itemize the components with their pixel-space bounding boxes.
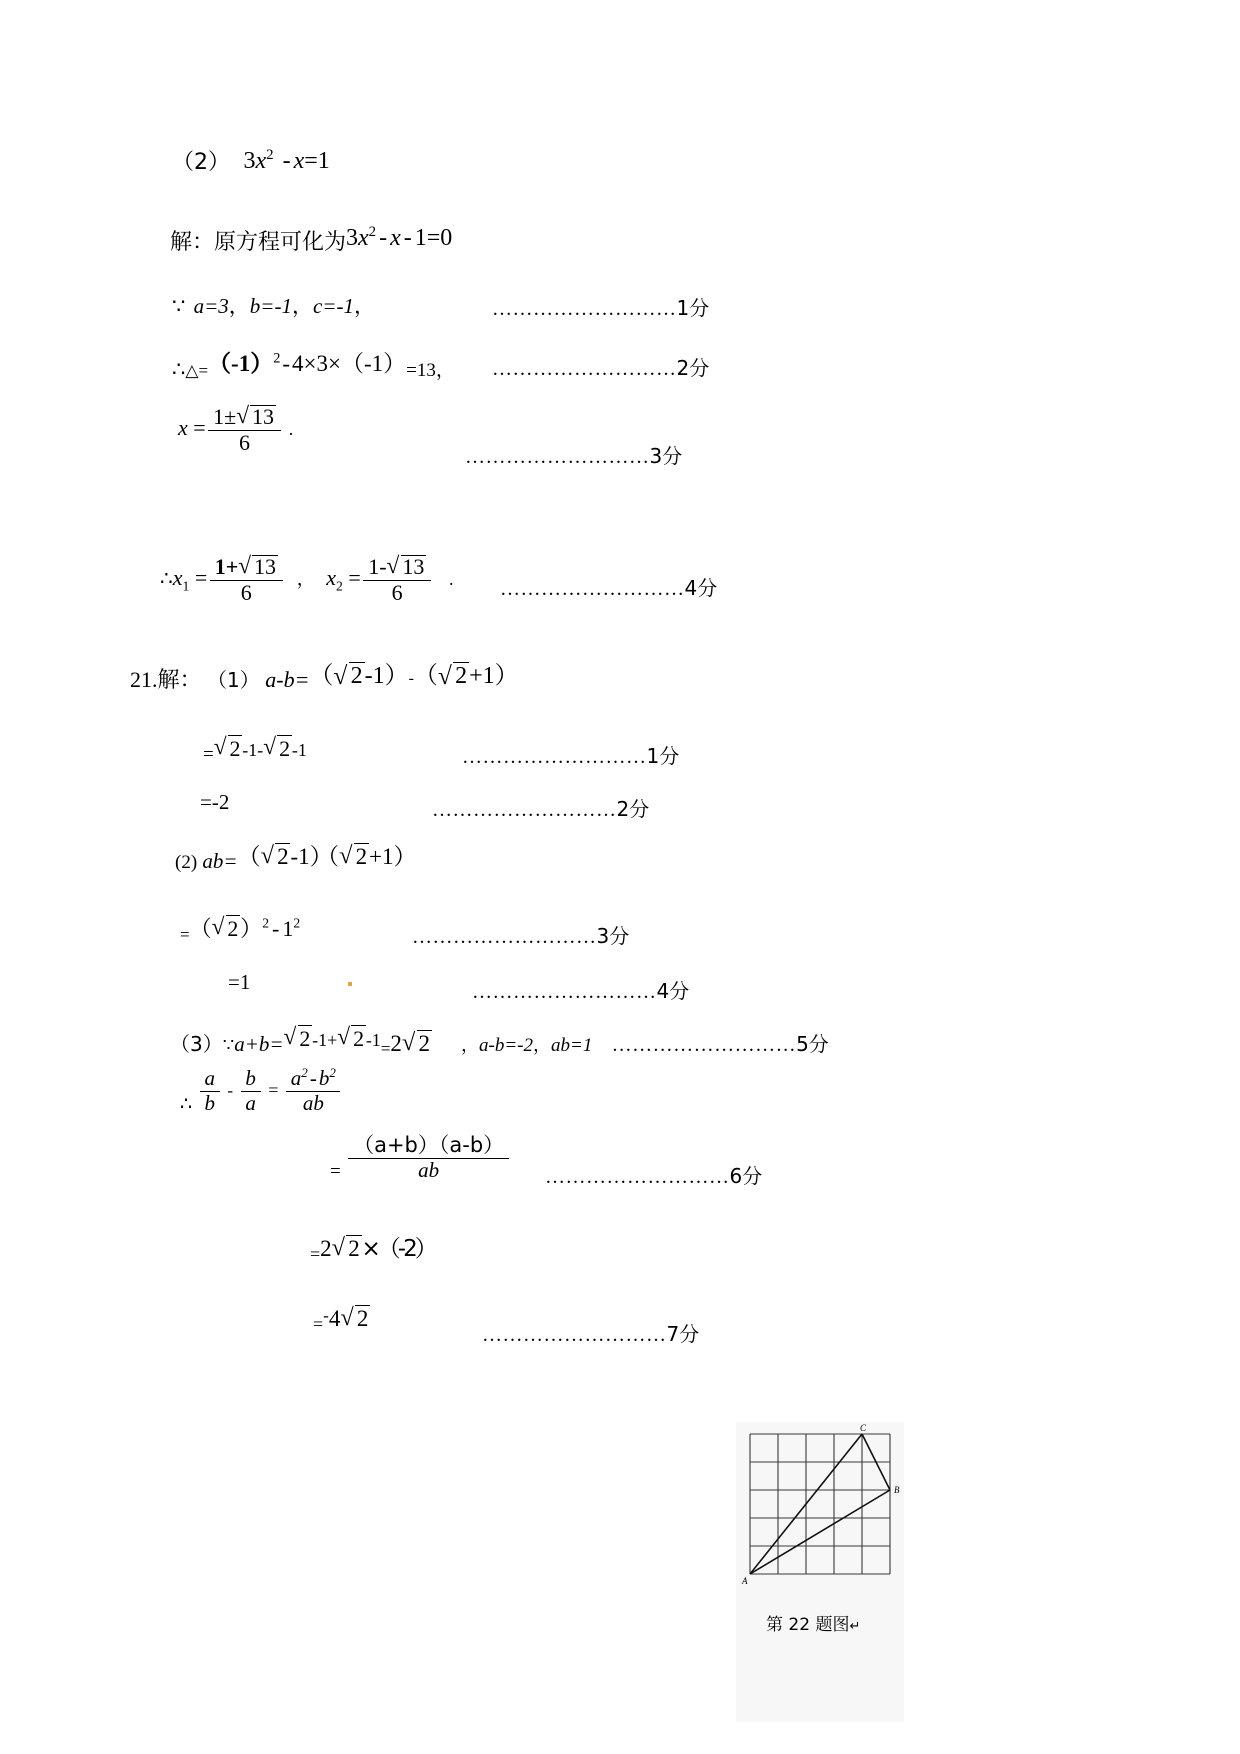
root-1-num-prefix: 1+ — [214, 554, 239, 579]
leader-dots: ……………………… — [545, 1166, 730, 1188]
leader-dots: ……………………… — [465, 446, 650, 468]
part-3-lhs: a+b= — [234, 1032, 284, 1056]
score-value: 4分 — [656, 979, 690, 1003]
f4-numerator: （a+b）（a-b） — [353, 1133, 505, 1157]
f4-denominator: ab — [348, 1158, 508, 1182]
normalized-equation — [346, 225, 452, 252]
roots-comma: ， — [296, 568, 315, 590]
p3l4-coef: 2 — [320, 1236, 332, 1261]
part3-line3-row — [330, 1135, 511, 1183]
sqrt-icon — [263, 735, 292, 762]
p3-comma-2: ， — [533, 1035, 551, 1056]
figure-caption-text: 第 22 题图 — [766, 1615, 850, 1635]
score-value: 7分 — [666, 1322, 700, 1346]
root-1-numerator — [210, 555, 283, 580]
p3-equals: = — [380, 1039, 391, 1058]
triangle-abc — [750, 1434, 890, 1574]
sqrt-icon — [212, 915, 241, 942]
p2l2-close: ） — [240, 917, 263, 942]
p1-minus-1: -1 — [364, 663, 385, 689]
p1l2-expression — [214, 735, 307, 762]
score-value: 3分 — [649, 444, 683, 468]
p3-tail: -1 — [365, 1030, 381, 1050]
f3-minus: - — [309, 1066, 317, 1090]
disc-result: =13 — [406, 360, 436, 381]
leader-dots: ……………………… — [492, 298, 677, 320]
roots-row — [160, 555, 454, 605]
leader-dots: ……………………… — [611, 1034, 797, 1056]
p3l3-equals: = — [330, 1161, 341, 1183]
p2l2-expression — [190, 912, 301, 943]
sqrt-icon — [261, 843, 291, 870]
leader-dots: ……………………… — [462, 746, 647, 768]
p3-result-coef: 2 — [390, 1031, 402, 1056]
p1l2-radicand-2: 2 — [279, 736, 291, 761]
root-2-denominator: 6 — [363, 580, 431, 605]
f3-numerator — [286, 1065, 340, 1091]
norm-term: x — [390, 225, 401, 251]
root-period: . — [288, 418, 294, 439]
p3l4-equals: = — [310, 1244, 321, 1264]
disc-product: 4×3×（-1） — [292, 351, 407, 376]
eq-rhs: =1 — [304, 148, 330, 174]
p3l5-radicand: 2 — [356, 1306, 369, 1331]
problem-21-number: 21. — [130, 667, 158, 692]
part3-line4-row — [310, 1230, 435, 1265]
p2l2-equals: = — [180, 925, 190, 944]
coef-b: b=-1 — [249, 294, 292, 318]
norm-power: 2 — [368, 224, 377, 240]
p2l3-value: =1 — [228, 970, 251, 994]
part3-line5-row — [313, 1305, 370, 1335]
part-1-expression — [309, 655, 518, 690]
norm-minus-2: - — [403, 225, 412, 251]
vertex-label-c: C — [860, 1423, 867, 1433]
p3-a-minus-b: a-b=-2 — [479, 1035, 533, 1056]
score-value: 6分 — [729, 1164, 763, 1188]
fraction-b-over-a — [241, 1068, 261, 1115]
score-row-3 — [465, 440, 682, 469]
geometry-figure-svg — [736, 1422, 904, 1612]
p2-close-open: ）（ — [309, 844, 335, 870]
score-row-6 — [432, 793, 649, 822]
p1l3-value: =-2 — [200, 790, 230, 814]
disc-comma: ， — [435, 359, 455, 381]
norm-var: x — [358, 225, 369, 251]
fraction-factored — [348, 1135, 508, 1182]
stray-mark-dot — [348, 982, 352, 986]
root-var: x — [178, 414, 188, 440]
p1-close-1: ） — [384, 661, 409, 689]
norm-one: 1 — [414, 225, 427, 251]
p3l5-minus: - — [323, 1306, 329, 1325]
norm-minus-1: - — [379, 225, 388, 251]
grid-lines — [750, 1434, 890, 1574]
score-value: 5分 — [796, 1032, 829, 1056]
f3-pow-b: 2 — [329, 1065, 336, 1080]
f3-pow-a: 2 — [301, 1065, 308, 1080]
problem-21-part2-row — [175, 838, 416, 874]
p1-close-2: ） — [494, 661, 519, 689]
score-value: 2分 — [616, 797, 650, 821]
leader-dots: ……………………… — [472, 981, 657, 1003]
part1-line2-row — [203, 735, 307, 766]
part-2-expression — [238, 838, 417, 871]
root-fraction — [208, 405, 280, 455]
solution-lead-row — [170, 225, 452, 256]
sqrt-icon — [214, 735, 243, 762]
root-1-subscript: 1 — [182, 578, 190, 594]
root-numerator — [208, 405, 280, 430]
sqrt-icon — [339, 843, 369, 870]
f3-denominator: ab — [286, 1091, 340, 1115]
score-value: 1分 — [646, 744, 680, 768]
root-equals: = — [193, 414, 206, 440]
p3l2-minus: - — [227, 1081, 234, 1101]
f2-numerator: b — [245, 1066, 256, 1090]
figure-caption — [766, 1610, 860, 1635]
eq-power: 2 — [266, 147, 274, 163]
score-row-1 — [492, 292, 709, 321]
disc-minus: - — [282, 351, 291, 376]
sqrt-icon — [333, 662, 364, 690]
part-2-label: (2) — [175, 852, 198, 873]
sqrt-icon — [238, 555, 278, 579]
root-2-num-prefix: 1- — [368, 554, 387, 579]
f1-numerator: a — [204, 1066, 215, 1090]
score-row-4 — [500, 572, 717, 601]
score-row-10 — [482, 1318, 699, 1347]
problem-21-part3-row — [170, 1025, 829, 1059]
score-value: 4分 — [684, 576, 718, 600]
norm-coef: 3 — [346, 225, 359, 251]
p1l2-radicand-1: 2 — [229, 736, 241, 761]
figure-caption-mark: ↵ — [849, 1619, 861, 1634]
coefficients-row — [172, 290, 375, 320]
p3-comma-1: ， — [461, 1035, 480, 1056]
part-1-label: （1） — [207, 668, 260, 692]
root-1-denominator: 6 — [210, 580, 283, 605]
p2-radicand-2: 2 — [355, 844, 368, 869]
delta-equals: = — [198, 361, 209, 380]
coef-comma-3: ， — [353, 294, 375, 318]
p2-close-2: ） — [393, 844, 417, 870]
sqrt-icon — [236, 405, 276, 429]
f2-denominator: a — [241, 1091, 261, 1115]
geometry-figure — [736, 1422, 904, 1722]
score-value: 3分 — [596, 924, 630, 948]
p1-open-1: （ — [309, 661, 334, 689]
p2-open-1: （ — [237, 844, 261, 870]
eq-coef: 3 — [243, 148, 256, 174]
p3-radicand-1: 2 — [299, 1026, 311, 1051]
f3-num-b: b — [318, 1066, 330, 1090]
score-row-2 — [492, 352, 709, 381]
part-3-label: （3） — [170, 1032, 223, 1056]
root-formula-row — [178, 405, 293, 455]
because-symbol: ∵ — [172, 294, 186, 318]
root-denominator: 6 — [208, 430, 280, 455]
p1-open-2: （ — [413, 661, 438, 689]
leader-dots: ……………………… — [492, 358, 677, 380]
root-2-numerator — [363, 555, 431, 580]
sqrt-icon — [402, 1030, 432, 1057]
p2l2-minus: - — [272, 916, 280, 941]
p3l4-radicand: 2 — [348, 1236, 360, 1261]
eq-term: x — [293, 148, 305, 174]
part2-line2-row — [180, 912, 300, 945]
score-row-7 — [412, 920, 629, 949]
coef-a: a=3 — [193, 294, 229, 318]
p2l2-open: （ — [189, 917, 212, 942]
part2-line3-row — [228, 970, 250, 995]
p2l2-radicand: 2 — [227, 916, 239, 941]
coef-c: c=-1 — [312, 294, 354, 318]
sqrt-icon — [387, 555, 427, 579]
root-2-subscript: 2 — [336, 578, 343, 594]
p1l2-middle: -1- — [242, 740, 264, 760]
disc-power: 2 — [273, 350, 281, 367]
p2l2-power-1: 2 — [262, 915, 269, 931]
score-row-8 — [472, 975, 689, 1004]
p2l2-one: 1 — [282, 916, 294, 941]
fraction-a2-minus-b2-over-ab — [286, 1065, 340, 1115]
p3l5-coef: 4 — [328, 1306, 341, 1331]
leader-dots: ……………………… — [432, 799, 617, 821]
roots-period: . — [449, 568, 454, 589]
problem-21-part1-row — [130, 655, 519, 694]
root-1-label: x — [172, 564, 183, 590]
p3l5-equals: = — [313, 1314, 324, 1334]
leader-dots: ……………………… — [500, 578, 685, 600]
part3-line2-row — [180, 1065, 343, 1116]
problem-2-label: （2） — [172, 150, 230, 175]
score-row-9 — [545, 1160, 762, 1189]
score-value: 2分 — [676, 356, 710, 380]
leader-dots: ……………………… — [482, 1324, 667, 1346]
f1-denominator: b — [200, 1091, 220, 1115]
p3-radicand-2: 2 — [353, 1026, 365, 1051]
root-1-radicand: 13 — [254, 554, 277, 579]
p2-minus-1: -1 — [290, 844, 310, 869]
p3-result — [390, 1031, 431, 1056]
sqrt-icon — [332, 1235, 362, 1262]
score-value: 1分 — [676, 296, 710, 320]
solution-lead-text: 解：原方程可化为 — [170, 230, 347, 255]
discriminant-row — [172, 345, 455, 382]
sqrt-icon — [340, 1305, 370, 1332]
p3-middle: -1+ — [312, 1030, 338, 1050]
therefore-symbol: ∴ — [172, 357, 186, 381]
p2-plus-1: +1 — [368, 844, 394, 869]
root-num-prefix: 1± — [213, 404, 237, 429]
p2l2-power-2: 2 — [293, 915, 301, 931]
problem-2-equation — [244, 148, 330, 175]
p3l4-times-group: ×（-2） — [361, 1236, 435, 1262]
root-radicand: 13 — [252, 404, 275, 429]
f3-num-a: a — [290, 1066, 302, 1090]
because-symbol: ∵ — [222, 1035, 235, 1055]
p1l2-tail: -1 — [291, 740, 307, 760]
p2-radicand-1: 2 — [277, 844, 289, 869]
therefore-symbol: ∴ — [180, 1094, 193, 1116]
root-1-equals: = — [194, 564, 208, 590]
sqrt-icon — [284, 1025, 313, 1052]
root-2-label: x — [326, 564, 337, 590]
sqrt-icon — [337, 1025, 366, 1052]
delta-symbol: △ — [185, 361, 199, 380]
vertex-label-b: B — [894, 1485, 900, 1495]
part-2-lhs: ab= — [202, 849, 238, 873]
coef-comma-2: ， — [291, 294, 313, 318]
fraction-a-over-b — [200, 1068, 220, 1115]
p3l2-equals: = — [268, 1080, 279, 1101]
eq-minus: - — [282, 148, 291, 174]
part-3-sum-expression — [284, 1025, 381, 1052]
part1-line3-row — [200, 790, 229, 815]
p3-ab-product: ab=1 — [551, 1035, 593, 1056]
disc-open-paren: （-1） — [208, 351, 274, 376]
eq-var: x — [255, 148, 267, 174]
coef-comma-1: ， — [228, 294, 250, 318]
therefore-symbol: ∴ — [160, 567, 173, 590]
vertex-label-a: A — [742, 1576, 748, 1586]
problem-2-heading — [172, 145, 330, 176]
root-2-radicand: 13 — [402, 554, 425, 579]
discriminant-expression — [208, 345, 406, 378]
p1-radicand-1: 2 — [350, 663, 363, 689]
p1-plus-1: +1 — [469, 663, 495, 689]
leader-dots: ……………………… — [412, 926, 597, 948]
root-2-fraction — [363, 555, 431, 605]
p1l2-equals: = — [203, 744, 214, 765]
score-row-5 — [462, 740, 679, 769]
p3-result-radicand: 2 — [418, 1031, 430, 1056]
p1-between-minus: - — [408, 670, 414, 687]
part-1-lhs: a-b= — [265, 667, 310, 692]
norm-rhs: =0 — [426, 225, 453, 251]
sqrt-icon — [438, 662, 469, 690]
solve-word: 解： — [157, 668, 202, 693]
root-1-fraction — [210, 555, 283, 605]
root-2-equals: = — [348, 564, 361, 590]
p1-radicand-2: 2 — [455, 663, 468, 689]
